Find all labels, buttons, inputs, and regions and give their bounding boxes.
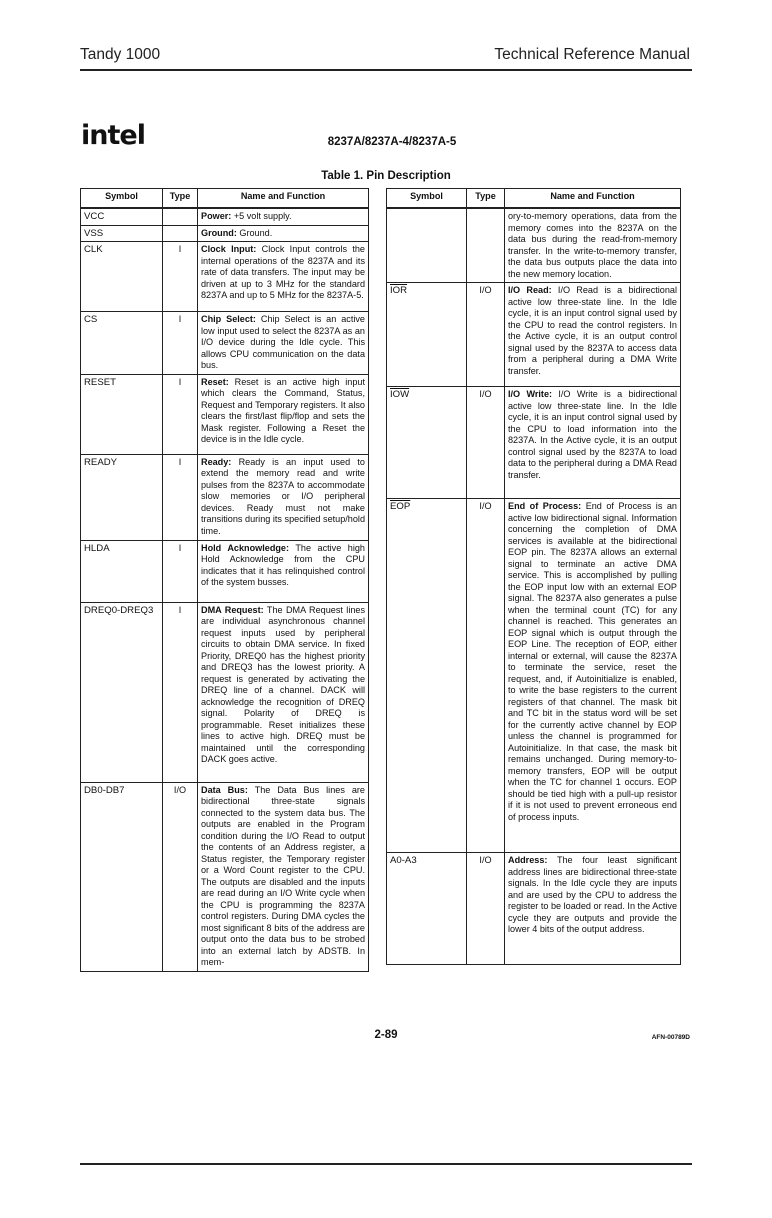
pin-function-name: Address:: [508, 855, 548, 865]
footer-rule: [80, 1163, 692, 1165]
pin-row: [81, 312, 369, 375]
pin-function-desc: Chip Select is an active low input used to select the 8237A as an I/O device during the Idle cycle. This allows CPU communication on the data bus.: [201, 314, 365, 370]
header-rule: [80, 69, 692, 71]
pin-function: [198, 242, 369, 312]
pin-type: I/O: [467, 387, 505, 499]
chip-title-text: 8237A/8237A-4/8237A-5: [327, 136, 457, 148]
header-right-title: Technical Reference Manual: [494, 46, 690, 63]
pin-row: [81, 782, 369, 971]
pin-symbol: CLK: [81, 242, 163, 312]
pin-function-name: Power:: [201, 211, 232, 221]
column-header-type: Type: [467, 189, 505, 209]
pin-function: [505, 853, 681, 965]
pin-type: [163, 225, 198, 242]
pin-type: [163, 208, 198, 225]
pin-symbol: VSS: [81, 225, 163, 242]
pin-type: I: [163, 454, 198, 540]
column-header-function: Name and Function: [505, 189, 681, 209]
pin-row: [81, 602, 369, 782]
pin-function: [198, 454, 369, 540]
chip-title: [0, 136, 772, 148]
pin-type: I: [163, 602, 198, 782]
pin-function-desc: The active high Hold Acknowledge from the CPU indicates that it has relinquished control of the system busses.: [201, 542, 365, 587]
pin-type: I: [163, 242, 198, 312]
pin-symbol: DB0-DB7: [81, 782, 163, 971]
pin-row: [81, 374, 369, 454]
column-header-symbol: Symbol: [387, 189, 467, 209]
pin-function-name: Ground:: [201, 227, 237, 238]
pin-function-desc: Reset is an active high input which clears the Command, Status, Request and Temporary registers. It also clears the first/last flip/flop and sets the Mask register. Following a Reset the device is in the Idle cycle.: [201, 376, 365, 444]
pin-table-left: [80, 188, 369, 972]
pin-function-desc: I/O Read is a bidirectional active low three-state line. In the Idle cycle, it is an input control signal used by the CPU to read the control registers. In the Active cycle, it is an output control signal used by the 8237A to access data from a peripheral during a DMA Write transfer.: [508, 285, 677, 376]
pin-function-desc: End of Process is an active low bidirectional signal. Information concerning the completion of DMA services is available at the bidirectional EOP pin. The 8237A allows an external signal to terminate an active DMA service. This is accomplished by pulling the EOP input low with an external EOP signal. The 8237A also generates a pulse when the terminal count (TC) for any channel is reached. This generates an EOP signal which is output through the EOP Line. The reception of EOP, either internal or external, will cause the 8237A to terminate the service, reset the request, and, if Autoinitialize is enabled, to write the base registers to the current registers of that channel. The mask bit and TC bit in the status word will be set for the currently active channel by EOP unless the channel is programmed for Autoinitialize. In that case, the mask bit remains unchanged. During memory-to-memory transfers, EOP will be output when the TC for channel 1 occurs. EOP should be tied high with a pull-up resistor if it is not used to prevent erroneous end of process inputs.: [508, 501, 677, 822]
pin-function-name: Ready:: [201, 456, 232, 467]
column-header-type: Type: [163, 189, 198, 209]
pin-symbol: CS: [81, 312, 163, 375]
pin-function-name: Clock Input:: [201, 244, 257, 254]
pin-row: [387, 853, 681, 965]
pin-type: I: [163, 312, 198, 375]
pin-function-desc: Ground.: [236, 227, 273, 238]
pin-row: [81, 454, 369, 540]
pin-row: [387, 208, 681, 283]
pin-function-desc: The DMA Request lines are individual asynchronous channel request inputs used by peripheral circuits to obtain DMA service. In fixed Priority, DREQ0 has the highest priority and DREQ3 has the lowest priority. A request is generated by activating the DREQ line of a channel. DACK will acknowledge the recognition of DREQ signal. Polarity of DREQ is programmable. Reset initializes these lines to active high. DREQ must be maintained until the corresponding DACK goes active.: [201, 604, 365, 764]
pin-type: I/O: [467, 499, 505, 853]
pin-type: I: [163, 374, 198, 454]
pin-function: [198, 602, 369, 782]
pin-function-name: I/O Write:: [508, 389, 553, 399]
pin-symbol: VCC: [81, 208, 163, 225]
column-header-function: Name and Function: [198, 189, 369, 209]
pin-function-desc: The Data Bus lines are bidirectional three-state signals connected to the system data bus. The outputs are enabled in the Program condition during the I/O Read to output the contents of an Address register, a Status register, the Temporary register or a Word Count register to the CPU. The outputs are disabled and the inputs are read during an I/O Write cycle when the CPU is programming the 8237A control registers. During DMA cycles the most significant 8 bits of the address are output onto the data bus to be strobed into an external latch by ADSTB. In mem-: [201, 784, 365, 967]
pin-symbol: DREQ0-DREQ3: [81, 602, 163, 782]
pin-function-name: Chip Select:: [201, 314, 256, 324]
pin-function: [198, 782, 369, 971]
pin-type: I: [163, 540, 198, 602]
pin-symbol: A0-A3: [387, 853, 467, 965]
pin-function: [505, 387, 681, 499]
pin-symbol: $\overline{EOP}$: [387, 499, 467, 853]
pin-row: [81, 540, 369, 602]
pin-function: [198, 225, 369, 242]
pin-function: [505, 283, 681, 387]
pin-row: [387, 387, 681, 499]
pin-function-desc: Ready is an input used to extend the memory read and write pulses from the 8237A to accommodate slow memories or I/O peripheral devices. Ready must not make transitions during its specified setup/hold time.: [201, 456, 365, 536]
pin-function-desc: I/O Write is a bidirectional active low three-state line. In the Idle cycle, it is an input control signal used by the CPU to load information into the 8237A. In the Active cycle, it is an output control signal used by the 8237A to load data to the peripheral during a DMA Read transfer.: [508, 389, 677, 480]
pin-symbol: READY: [81, 454, 163, 540]
pin-symbol: [387, 208, 467, 283]
table-title: Table 1. Pin Description: [321, 170, 451, 182]
pin-row: [387, 283, 681, 387]
pin-row: [81, 225, 369, 242]
pin-symbol: $\overline{IOW}$: [387, 387, 467, 499]
pin-function: [198, 312, 369, 375]
pin-function: [198, 374, 369, 454]
pin-function-name: I/O Read:: [508, 285, 552, 295]
pin-function-desc: The four least significant address lines are bidirectional three-state signals. In the Idle cycle they are inputs and are used by the CPU to address the register to be loaded or read. In the Active cycle they are outputs and provide the lower 4 bits of the output address.: [508, 855, 677, 934]
pin-function: [198, 540, 369, 602]
page-number: 2-89: [374, 1029, 398, 1041]
pin-function-name: Hold Acknowledge:: [201, 542, 290, 553]
pin-function: [505, 208, 681, 283]
pin-row: [81, 242, 369, 312]
pin-function-name: Reset:: [201, 376, 229, 387]
pin-symbol: RESET: [81, 374, 163, 454]
pin-function: [198, 208, 369, 225]
pin-symbol: HLDA: [81, 540, 163, 602]
pin-type: I/O: [467, 283, 505, 387]
pin-type: I/O: [467, 853, 505, 965]
intel-logo: intel: [81, 120, 145, 151]
pin-table-right: [386, 188, 681, 965]
pin-row: [81, 208, 369, 225]
column-header-symbol: Symbol: [81, 189, 163, 209]
pin-type: [467, 208, 505, 283]
afn-code: AFN-00789D: [651, 1034, 690, 1041]
pin-function-name: Data Bus:: [201, 784, 248, 795]
pin-function-desc: Clock Input controls the internal operations of the 8237A and its rate of data transfers. The input may be driven at up to 3 MHz for the standard 8237A and up to 5 MHz for the 8237A-5.: [201, 244, 365, 300]
pin-function: [505, 499, 681, 853]
pin-function-desc: +5 volt supply.: [231, 211, 292, 221]
pin-symbol: $\overline{IOR}$: [387, 283, 467, 387]
pin-function-desc: ory-to-memory operations, data from the memory comes into the 8237A on the data bus during the read-from-memory transfer. In the write-to-memory transfer, the data bus outputs place the data into the new memory location.: [508, 211, 677, 279]
pin-function-name: DMA Request:: [201, 604, 264, 615]
pin-row: [387, 499, 681, 853]
header-left-title: Tandy 1000: [80, 46, 161, 63]
pin-type: I/O: [163, 782, 198, 971]
pin-function-name: End of Process:: [508, 501, 582, 511]
